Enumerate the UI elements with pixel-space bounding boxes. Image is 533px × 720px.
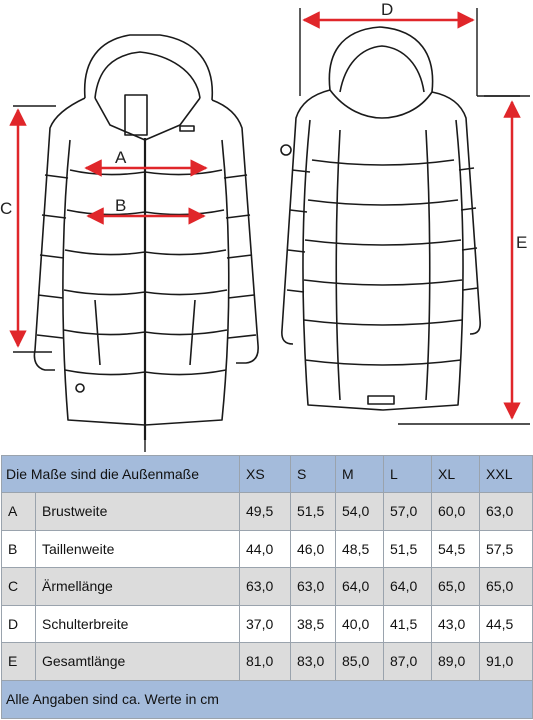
row-name: Taillenweite bbox=[36, 530, 240, 568]
size-chart-header-row bbox=[2, 456, 533, 493]
table-cell: 87,0 bbox=[384, 643, 432, 681]
table-cell: 43,0 bbox=[432, 605, 480, 643]
row-key: C bbox=[2, 568, 36, 606]
size-header-s: S bbox=[291, 456, 336, 493]
table-cell: 37,0 bbox=[240, 605, 291, 643]
row-key: D bbox=[2, 605, 36, 643]
table-cell: 65,0 bbox=[432, 568, 480, 606]
table-cell: 46,0 bbox=[291, 530, 336, 568]
footer-note: Alle Angaben sind ca. Werte in cm bbox=[2, 680, 533, 718]
table-row bbox=[2, 530, 533, 568]
row-key: B bbox=[2, 530, 36, 568]
table-cell: 44,0 bbox=[240, 530, 291, 568]
table-cell: 48,5 bbox=[336, 530, 384, 568]
size-chart-footer-row bbox=[2, 680, 533, 718]
table-cell: 64,0 bbox=[384, 568, 432, 606]
table-cell: 57,0 bbox=[384, 493, 432, 531]
table-row bbox=[2, 493, 533, 531]
row-name: Gesamtlänge bbox=[36, 643, 240, 681]
row-key: A bbox=[2, 493, 36, 531]
table-cell: 54,5 bbox=[432, 530, 480, 568]
table-cell: 83,0 bbox=[291, 643, 336, 681]
table-cell: 54,0 bbox=[336, 493, 384, 531]
table-cell: 64,0 bbox=[336, 568, 384, 606]
dimension-e-label: E bbox=[516, 233, 528, 252]
table-cell: 51,5 bbox=[384, 530, 432, 568]
size-header-l: L bbox=[384, 456, 432, 493]
table-cell: 89,0 bbox=[432, 643, 480, 681]
jacket-back-view bbox=[281, 27, 480, 410]
header-title: Die Maße sind die Außenmaße bbox=[2, 456, 240, 493]
table-cell: 81,0 bbox=[240, 643, 291, 681]
table-cell: 65,0 bbox=[480, 568, 533, 606]
dimension-d-label: D bbox=[381, 0, 394, 19]
size-header-xxl: XXL bbox=[480, 456, 533, 493]
size-header-xs: XS bbox=[240, 456, 291, 493]
table-cell: 38,5 bbox=[291, 605, 336, 643]
table-cell: 63,0 bbox=[240, 568, 291, 606]
table-cell: 85,0 bbox=[336, 643, 384, 681]
table-cell: 63,0 bbox=[291, 568, 336, 606]
table-cell: 91,0 bbox=[480, 643, 533, 681]
table-cell: 49,5 bbox=[240, 493, 291, 531]
table-cell: 41,5 bbox=[384, 605, 432, 643]
size-chart-table bbox=[1, 455, 533, 719]
jacket-front-view bbox=[34, 35, 258, 452]
dimension-b-label: B bbox=[115, 196, 127, 215]
table-cell: 63,0 bbox=[480, 493, 533, 531]
size-header-m: M bbox=[336, 456, 384, 493]
dimension-a-label: A bbox=[115, 148, 127, 167]
table-cell: 40,0 bbox=[336, 605, 384, 643]
table-row bbox=[2, 643, 533, 681]
table-cell: 44,5 bbox=[480, 605, 533, 643]
row-name: Ärmellänge bbox=[36, 568, 240, 606]
table-cell: 60,0 bbox=[432, 493, 480, 531]
row-name: Schulterbreite bbox=[36, 605, 240, 643]
table-row bbox=[2, 605, 533, 643]
table-cell: 51,5 bbox=[291, 493, 336, 531]
table-cell: 57,5 bbox=[480, 530, 533, 568]
size-header-xl: XL bbox=[432, 456, 480, 493]
table-row bbox=[2, 568, 533, 606]
row-key: E bbox=[2, 643, 36, 681]
dimension-c-label: C bbox=[0, 199, 13, 218]
row-name: Brustweite bbox=[36, 493, 240, 531]
